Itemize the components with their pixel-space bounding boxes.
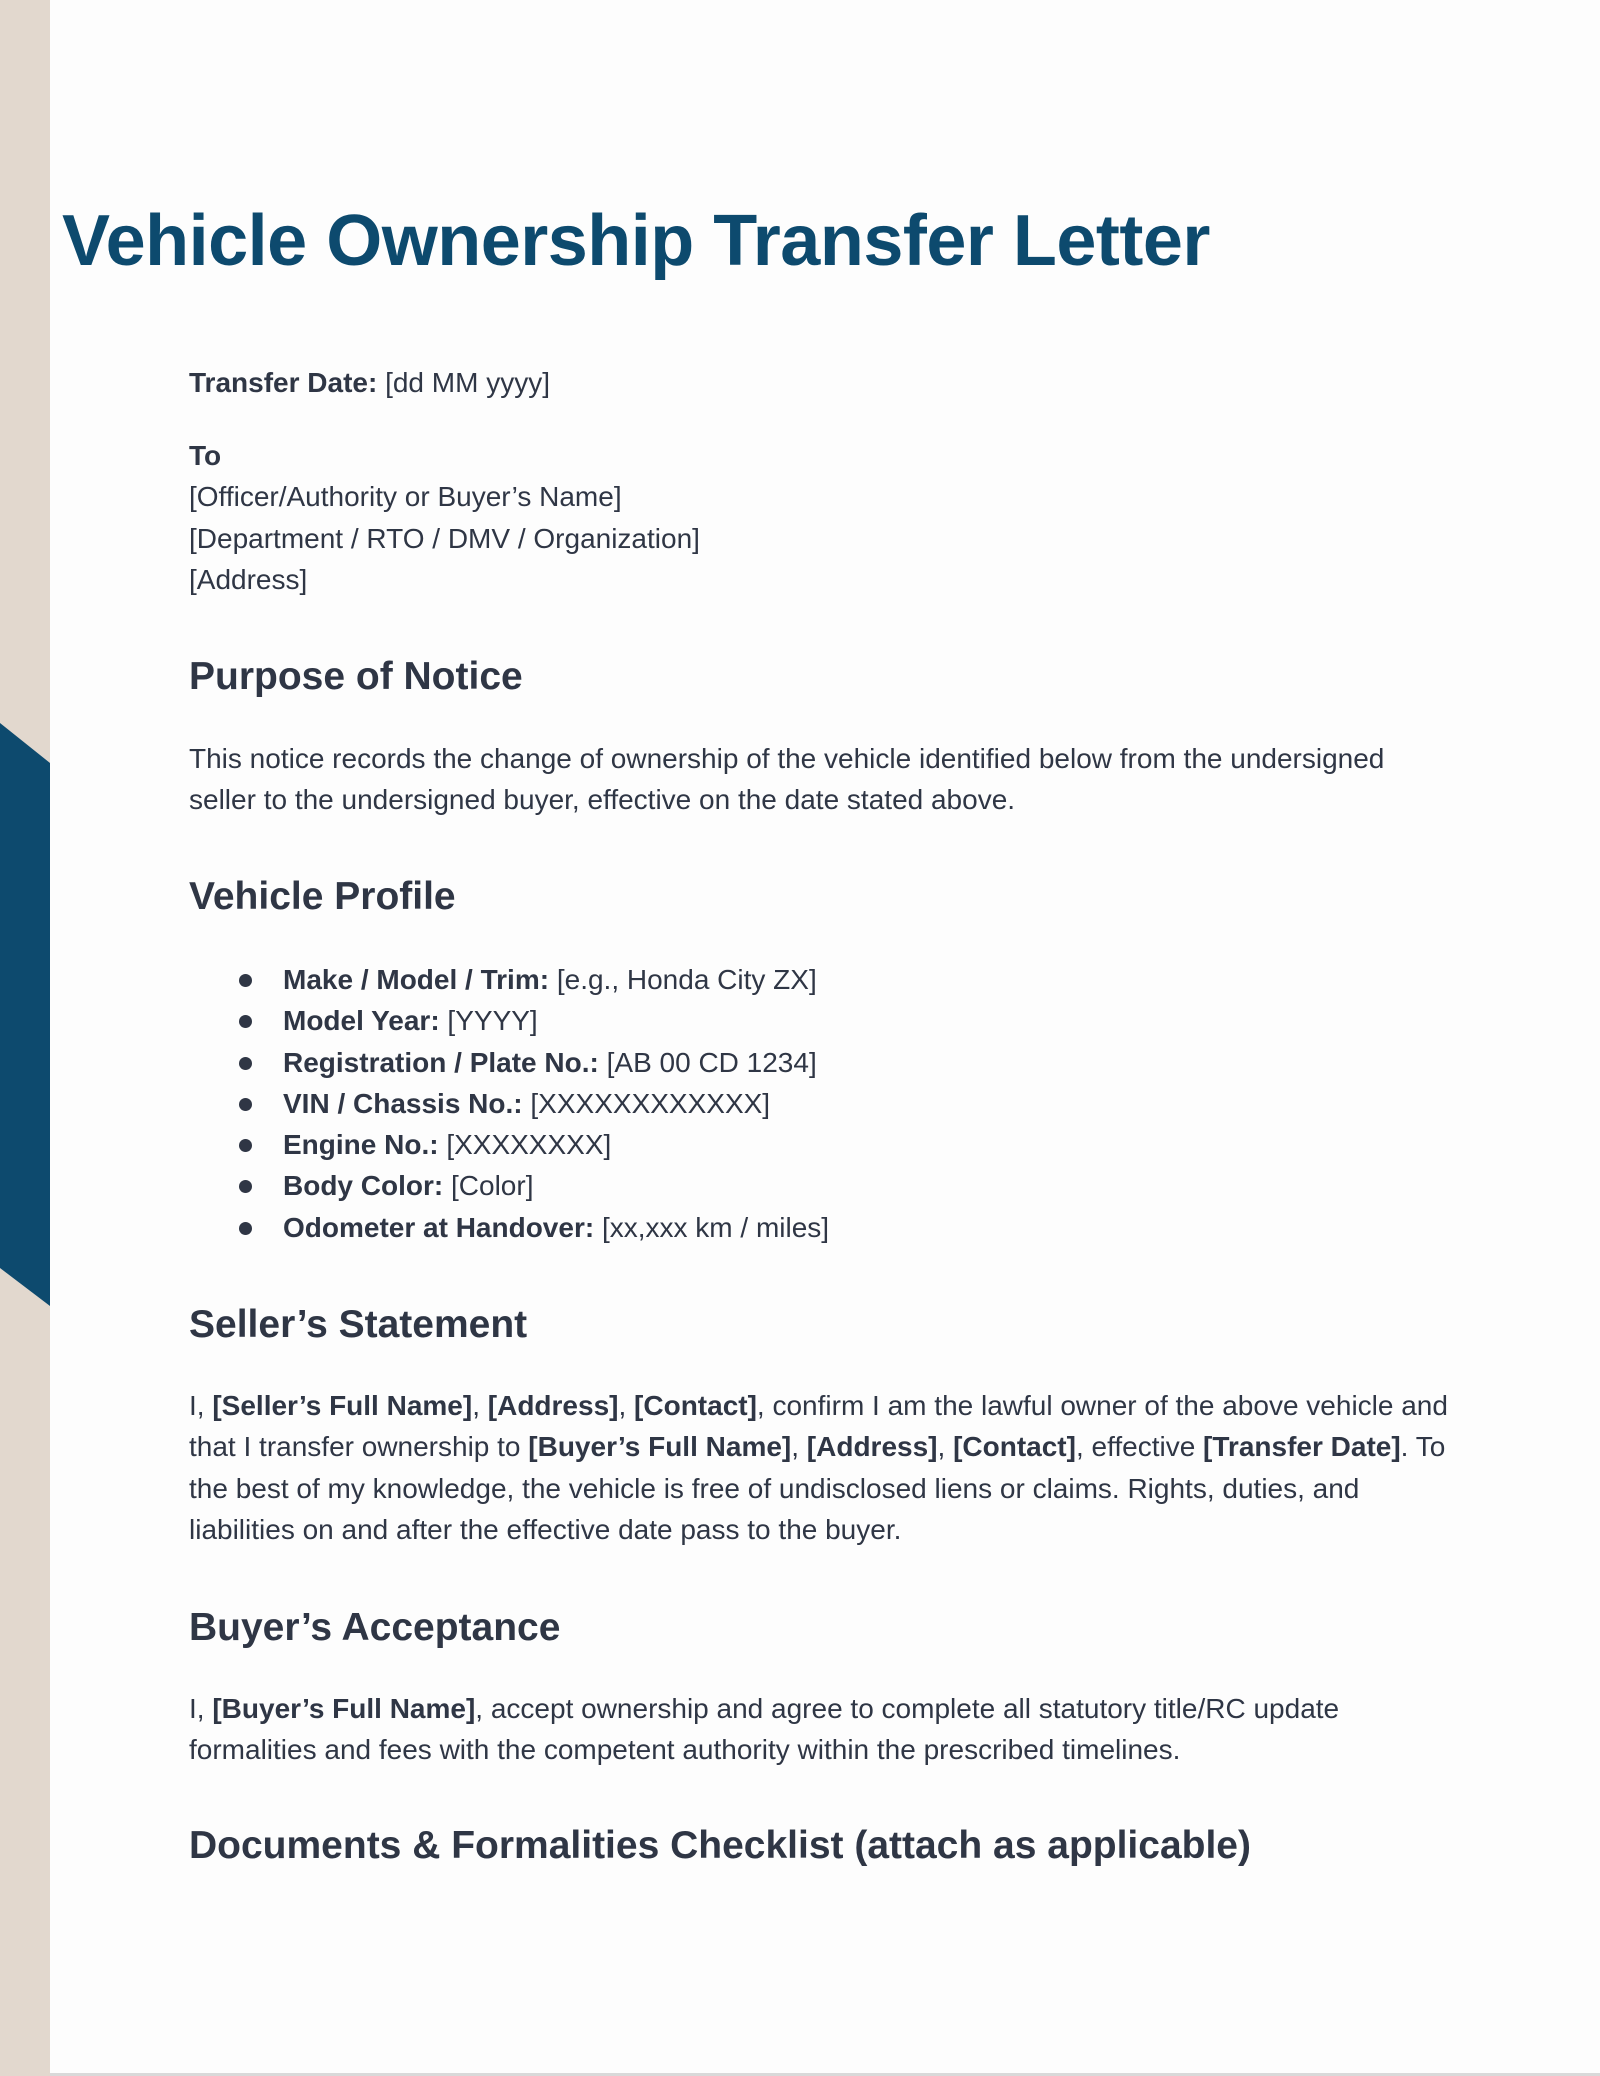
text-run: . To the best of my knowledge, the vehicle is free of undisclosed liens or claims. Rights, duties, and liabilities on and after the effective date pass to the buyer. [189, 1431, 1446, 1545]
purpose-text: This notice records the change of ownership of the vehicle identified below from the undersigned seller to the undersigned buyer, effective on the date stated above. [189, 743, 1385, 816]
transfer-date-line [189, 362, 550, 403]
vehicle-profile-list [189, 959, 829, 1248]
transfer-date-label: Transfer Date: [189, 367, 378, 398]
bullet-icon [239, 1015, 252, 1028]
item-value: [xx,xxx km / miles] [594, 1211, 830, 1243]
list-item [189, 959, 829, 1000]
recipient-address: [Address] [189, 564, 308, 595]
seller-statement-text [189, 1385, 1449, 1550]
transfer-date-value: [dd MM yyyy] [377, 367, 550, 398]
recipient-department: [Department / RTO / DMV / Organization] [189, 523, 700, 554]
vehicle-profile-heading: Vehicle Profile [189, 875, 456, 918]
buyer-name-placeholder: [Buyer’s Full Name] [212, 1693, 476, 1724]
list-item [189, 1207, 829, 1248]
side-accent-shape [0, 0, 50, 2076]
item-value: [Color] [443, 1170, 534, 1202]
text-run: , [937, 1431, 954, 1463]
text-run: , confirm I am the lawful owner of the above vehicle and that I transfer ownership to [189, 1390, 1448, 1463]
item-label: Body Color: [283, 1170, 444, 1202]
item-value: [XXXXXXXXXXXX] [522, 1087, 771, 1119]
seller-statement-heading: Seller’s Statement [189, 1303, 528, 1346]
list-item [189, 1083, 829, 1124]
text-run: , [472, 1390, 488, 1421]
item-value: [AB 00 CD 1234] [598, 1046, 817, 1078]
seller-name-placeholder: [Seller’s Full Name] [212, 1390, 473, 1421]
item-label: Make / Model / Trim: [283, 964, 550, 995]
transfer-date-placeholder: [Transfer Date] [1203, 1431, 1401, 1463]
item-value: [YYYY] [439, 1005, 538, 1037]
item-label: VIN / Chassis No.: [283, 1087, 523, 1119]
bullet-icon [239, 1098, 252, 1111]
list-item [189, 1000, 829, 1041]
seller-contact-placeholder: [Contact] [634, 1390, 757, 1421]
bullet-icon [239, 1139, 252, 1152]
bullet-icon [239, 1180, 252, 1193]
text-run: , [791, 1431, 807, 1463]
document-title: Vehicle Ownership Transfer Letter [62, 201, 1210, 281]
text-run: I, [189, 1390, 213, 1421]
item-value: [XXXXXXXX] [438, 1129, 612, 1161]
text-run: I, [189, 1693, 213, 1724]
buyer-address-placeholder: [Address] [806, 1431, 938, 1463]
bullet-icon [239, 1222, 252, 1235]
item-label: Model Year: [283, 1005, 440, 1037]
item-value: [e.g., Honda City ZX] [549, 964, 817, 995]
list-item [189, 1042, 829, 1083]
text-run: , [618, 1390, 635, 1421]
buyer-acceptance-text [189, 1688, 1449, 1771]
list-item [189, 1124, 829, 1165]
buyer-name-placeholder: [Buyer’s Full Name] [528, 1431, 792, 1463]
buyer-acceptance-heading: Buyer’s Acceptance [189, 1606, 561, 1649]
buyer-contact-placeholder: [Contact] [953, 1431, 1076, 1463]
recipient-name: [Officer/Authority or Buyer’s Name] [189, 481, 622, 512]
text-run: , effective [1075, 1431, 1204, 1463]
to-label: To [189, 440, 222, 471]
item-label: Registration / Plate No.: [283, 1046, 599, 1078]
bullet-icon [239, 1057, 252, 1070]
list-item [189, 1165, 829, 1206]
bullet-icon [239, 974, 252, 987]
text-run: , accept ownership and agree to complete all statutory title/RC update formalities and fees with the competent authority within the prescribed timelines. [189, 1693, 1340, 1766]
purpose-heading: Purpose of Notice [189, 655, 523, 698]
seller-address-placeholder: [Address] [487, 1390, 619, 1421]
item-label: Engine No.: [283, 1129, 439, 1161]
item-label: Odometer at Handover: [283, 1211, 595, 1243]
checklist-heading: Documents & Formalities Checklist (attach as applicable) [189, 1824, 1251, 1867]
